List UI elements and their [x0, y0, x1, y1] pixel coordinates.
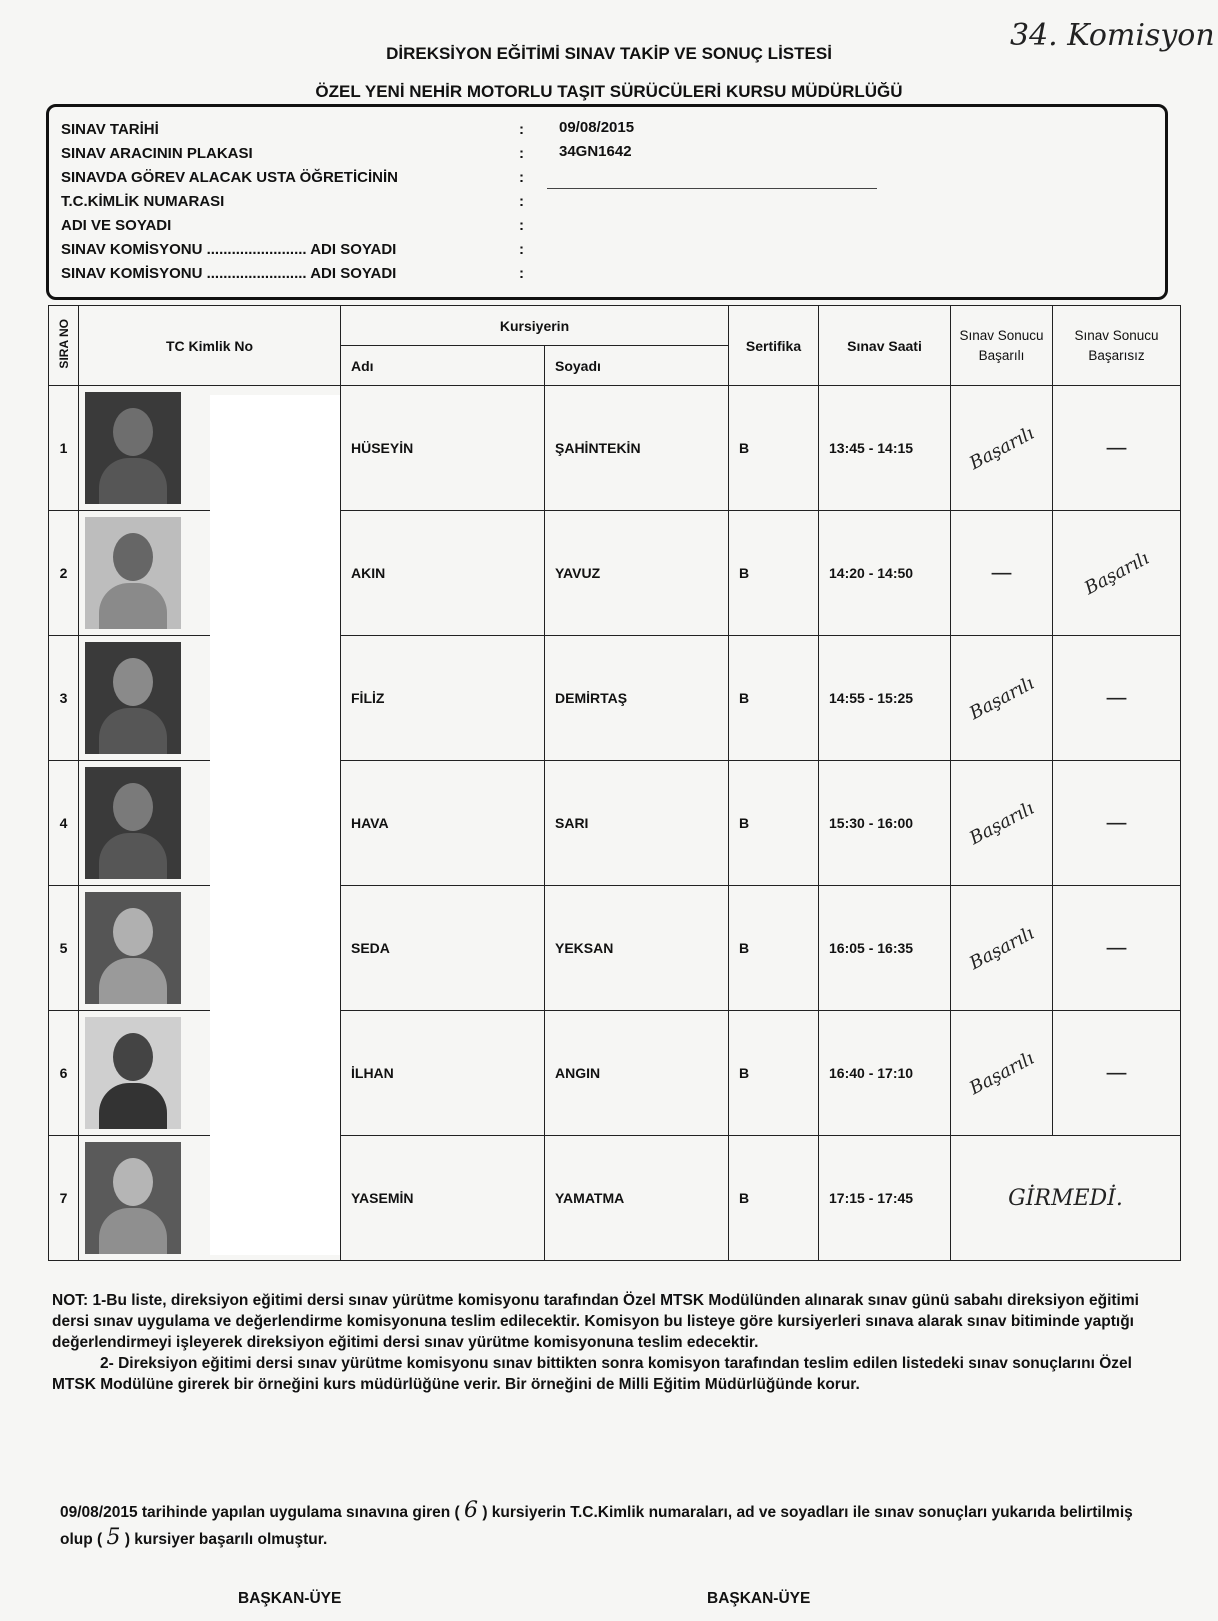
result-passed: Başarılı	[951, 886, 1053, 1011]
header-kursiyerin: Kursiyerin	[341, 306, 729, 346]
first-name: SEDA	[341, 886, 545, 1011]
info-colon: :	[519, 145, 524, 162]
info-label: SINAV KOMİSYONU ........................ ADI SOYADI	[61, 265, 397, 282]
summary-statement: 09/08/2015 tarihinde yapılan uygulama sınavına giren ( 6 ) kursiyerin T.C.Kimlik numaraları, ad ve soyadları ile sınav sonuçları yukarıda belirtilmiş olup ( 5 ) kursiyer başarılı olmuştur.	[60, 1498, 1133, 1550]
header-sonuc-basarisiz: Sınav Sonucu Başarısız	[1053, 306, 1181, 386]
note-paragraph-1: NOT: 1-Bu liste, direksiyon eğitimi dersi sınav yürütme komisyonu tarafından Özel MTSK Modülünden alınarak sınav günü sabahı direksiyon eğitimi dersi sınav uygulama ve değerlendirme komisyonuna teslim edilecektir. Komisyon bu listeye göre kursiyerleri sınava alarak sınav bitiminde yaptığı değerlendirmeyi işleyerek direksiyon eğitimi dersi sınav yürütme komisyonuna teslim edecektir.	[52, 1292, 1139, 1351]
info-colon: :	[519, 217, 524, 234]
info-label: ADI VE SOYADI	[61, 217, 172, 234]
handwritten-note: 34. Komisyon	[1010, 18, 1215, 53]
header-sonuc-basarili: Sınav Sonucu Başarılı	[951, 306, 1053, 386]
count-entered: 6	[464, 1498, 479, 1523]
result-passed: Başarılı	[951, 636, 1053, 761]
signature-left: BAŞKAN-ÜYE	[238, 1590, 342, 1607]
result-failed: —	[1053, 1011, 1181, 1136]
header-tc-kimlik: TC Kimlik No	[79, 306, 341, 386]
candidate-photo	[85, 392, 181, 504]
info-value-date: 09/08/2015	[559, 119, 635, 136]
last-name: ANGIN	[545, 1011, 729, 1136]
instruction-note	[52, 1290, 1162, 1395]
result-failed: —	[1053, 886, 1181, 1011]
candidate-photo	[85, 892, 181, 1004]
redacted-id-area	[210, 395, 340, 1255]
certificate: B	[729, 1136, 819, 1261]
row-number: 3	[49, 636, 79, 761]
candidate-photo	[85, 642, 181, 754]
info-colon: :	[519, 265, 524, 282]
certificate: B	[729, 636, 819, 761]
exam-time: 17:15 - 17:45	[819, 1136, 951, 1261]
candidate-photo	[85, 1017, 181, 1129]
info-blank-line	[547, 188, 877, 189]
result-failed: —	[1053, 386, 1181, 511]
info-colon: :	[519, 193, 524, 210]
certificate: B	[729, 761, 819, 886]
row-number: 1	[49, 386, 79, 511]
info-label: SINAV KOMİSYONU ........................ ADI SOYADI	[61, 241, 397, 258]
certificate: B	[729, 511, 819, 636]
first-name: FİLİZ	[341, 636, 545, 761]
certificate: B	[729, 1011, 819, 1136]
exam-info-box	[46, 104, 1168, 300]
document-subtitle: ÖZEL YENİ NEHİR MOTORLU TAŞIT SÜRÜCÜLERİ KURSU MÜDÜRLÜĞÜ	[315, 82, 903, 101]
exam-time: 14:55 - 15:25	[819, 636, 951, 761]
header-soyadi: Soyadı	[545, 346, 729, 386]
result-failed: —	[1053, 636, 1181, 761]
result-failed: Başarılı	[1053, 511, 1181, 636]
info-label: T.C.KİMLİK NUMARASI	[61, 193, 225, 210]
first-name: AKIN	[341, 511, 545, 636]
certificate: B	[729, 886, 819, 1011]
last-name: YAMATMA	[545, 1136, 729, 1261]
row-number: 6	[49, 1011, 79, 1136]
info-colon: :	[519, 121, 524, 138]
row-number: 5	[49, 886, 79, 1011]
result-passed: —	[951, 511, 1053, 636]
exam-time: 14:20 - 14:50	[819, 511, 951, 636]
first-name: İLHAN	[341, 1011, 545, 1136]
candidate-photo	[85, 767, 181, 879]
last-name: DEMİRTAŞ	[545, 636, 729, 761]
exam-time: 15:30 - 16:00	[819, 761, 951, 886]
first-name: HAVA	[341, 761, 545, 886]
last-name: YEKSAN	[545, 886, 729, 1011]
row-number: 2	[49, 511, 79, 636]
result-passed: Başarılı	[951, 1011, 1053, 1136]
exam-time: 16:40 - 17:10	[819, 1011, 951, 1136]
row-number: 4	[49, 761, 79, 886]
row-number: 7	[49, 1136, 79, 1261]
candidate-photo	[85, 517, 181, 629]
header-sira-no: SIRA NO	[49, 306, 79, 386]
result-passed: Başarılı	[951, 761, 1053, 886]
count-passed: 5	[106, 1525, 121, 1550]
note-paragraph-2: 2- Direksiyon eğitimi dersi sınav yürütme komisyonu sınav bittikten sonra komisyon tarafından teslim edilen listedeki sınav sonuçlarını Özel MTSK Modülüne girerek bir örneğini kurs müdürlüğüne verir. Bir örneğini de Milli Eğitim Müdürlüğünde korur.	[52, 1355, 1132, 1393]
result-passed: Başarılı	[951, 386, 1053, 511]
document-title: DİREKSİYON EĞİTİMİ SINAV TAKİP VE SONUÇ LİSTESİ	[386, 44, 832, 63]
info-label: SINAVDA GÖREV ALACAK USTA ÖĞRETİCİNİN	[61, 169, 398, 186]
exam-time: 13:45 - 14:15	[819, 386, 951, 511]
result-absent: GİRMEDİ.	[951, 1136, 1181, 1261]
signature-right: BAŞKAN-ÜYE	[707, 1590, 811, 1607]
info-label: SINAV ARACININ PLAKASI	[61, 145, 253, 162]
certificate: B	[729, 386, 819, 511]
result-failed: —	[1053, 761, 1181, 886]
last-name: ŞAHİNTEKİN	[545, 386, 729, 511]
exam-time: 16:05 - 16:35	[819, 886, 951, 1011]
info-colon: :	[519, 169, 524, 186]
candidate-photo	[85, 1142, 181, 1254]
first-name: YASEMİN	[341, 1136, 545, 1261]
last-name: SARI	[545, 761, 729, 886]
info-value-plate: 34GN1642	[559, 143, 632, 160]
info-colon: :	[519, 241, 524, 258]
header-sinav-saati: Sınav Saati	[819, 306, 951, 386]
last-name: YAVUZ	[545, 511, 729, 636]
header-adi: Adı	[341, 346, 545, 386]
first-name: HÜSEYİN	[341, 386, 545, 511]
info-label: SINAV TARİHİ	[61, 121, 159, 138]
header-sertifika: Sertifika	[729, 306, 819, 386]
